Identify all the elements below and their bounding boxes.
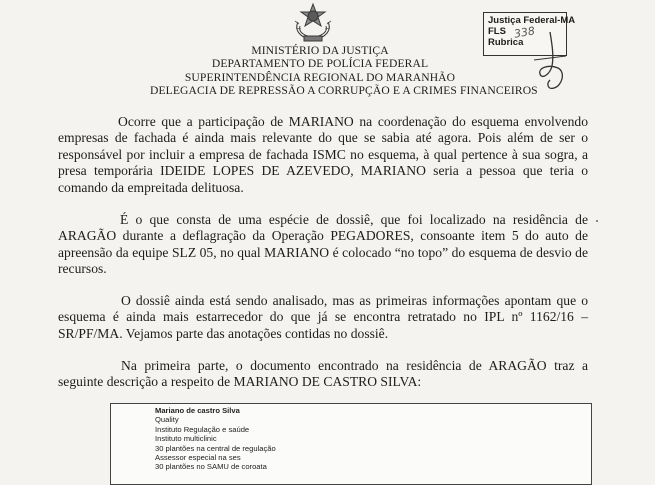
paragraph-2: É o que consta de uma espécie de dossiê, que foi localizado na residência de ARAGÃO durante a deflagração da Operação PEGADORES, consoante item 5 do auto de apreensão da equipe SLZ 05, no qual MARIANO é colocado “no topo” do esquema de desvio de recursos. — [58, 212, 588, 277]
excerpt-line: Mariano de castro Silva — [155, 406, 240, 415]
header-delegacy: DELEGACIA DE REPRESSÃO A CORRUPÇÃO E A CRIMES FINANCEIROS — [150, 84, 538, 98]
excerpt-line: Instituto Regulação e saúde — [155, 424, 250, 434]
excerpt-line: Instituto multiclinic — [155, 434, 217, 444]
dossier-excerpt-text — [155, 406, 276, 472]
header-ministry: MINISTÉRIO DA JUSTIÇA — [251, 44, 389, 57]
excerpt-line: 30 plantões na central de regulação — [155, 443, 276, 453]
excerpt-line: 30 plantões no SAMU de coroata — [155, 462, 267, 472]
stamp-rubrica-label: Rubrica — [488, 37, 524, 48]
paragraph-1: Ocorre que a participação de MARIANO na coordenação do esquema envolvendo empresas de fachada é ainda mais relevante do que se sabia até agora. Pois além de ser o responsável por incluir a empresa de fachada ISMC no esquema, à qual pertence à sua sogra, a presa temporária IDEIDE LOPES DE AZEVEDO, MARIANO seria a pessoa que teria o comando da empreitada delituosa. — [58, 114, 588, 195]
rubrica-signature — [532, 30, 572, 92]
excerpt-line: Quality — [155, 415, 179, 425]
stamp-page-number: 338 — [513, 24, 536, 41]
scan-speck — [596, 220, 598, 222]
coat-of-arms-emblem — [290, 2, 336, 44]
stamp-fls-label: FLS — [488, 26, 506, 37]
header-superintendency: SUPERINTENDÊNCIA REGIONAL DO MARANHÃO — [184, 70, 456, 84]
stamp-court-name: Justiça Federal-MA — [488, 15, 576, 26]
header-department: DEPARTAMENTO DE POLÍCIA FEDERAL — [211, 57, 429, 71]
paragraph-4: Na primeira parte, o documento encontrado na residência de ARAGÃO traz a seguinte descrição a respeito de MARIANO DE CASTRO SILVA: — [58, 358, 588, 390]
excerpt-line: Assessor especial na ses — [155, 453, 241, 463]
dossier-excerpt-box — [110, 403, 592, 485]
paragraph-3: O dossiê ainda está sendo analisado, mas as primeiras informações apontam que o esquema é ainda mais estarrecedor do que já se encontra retratado no IPL nº 1162/16 – SR/PF/MA. Vejamos parte das anotações contidas no dossiê. — [58, 293, 588, 341]
document-header — [150, 44, 538, 98]
